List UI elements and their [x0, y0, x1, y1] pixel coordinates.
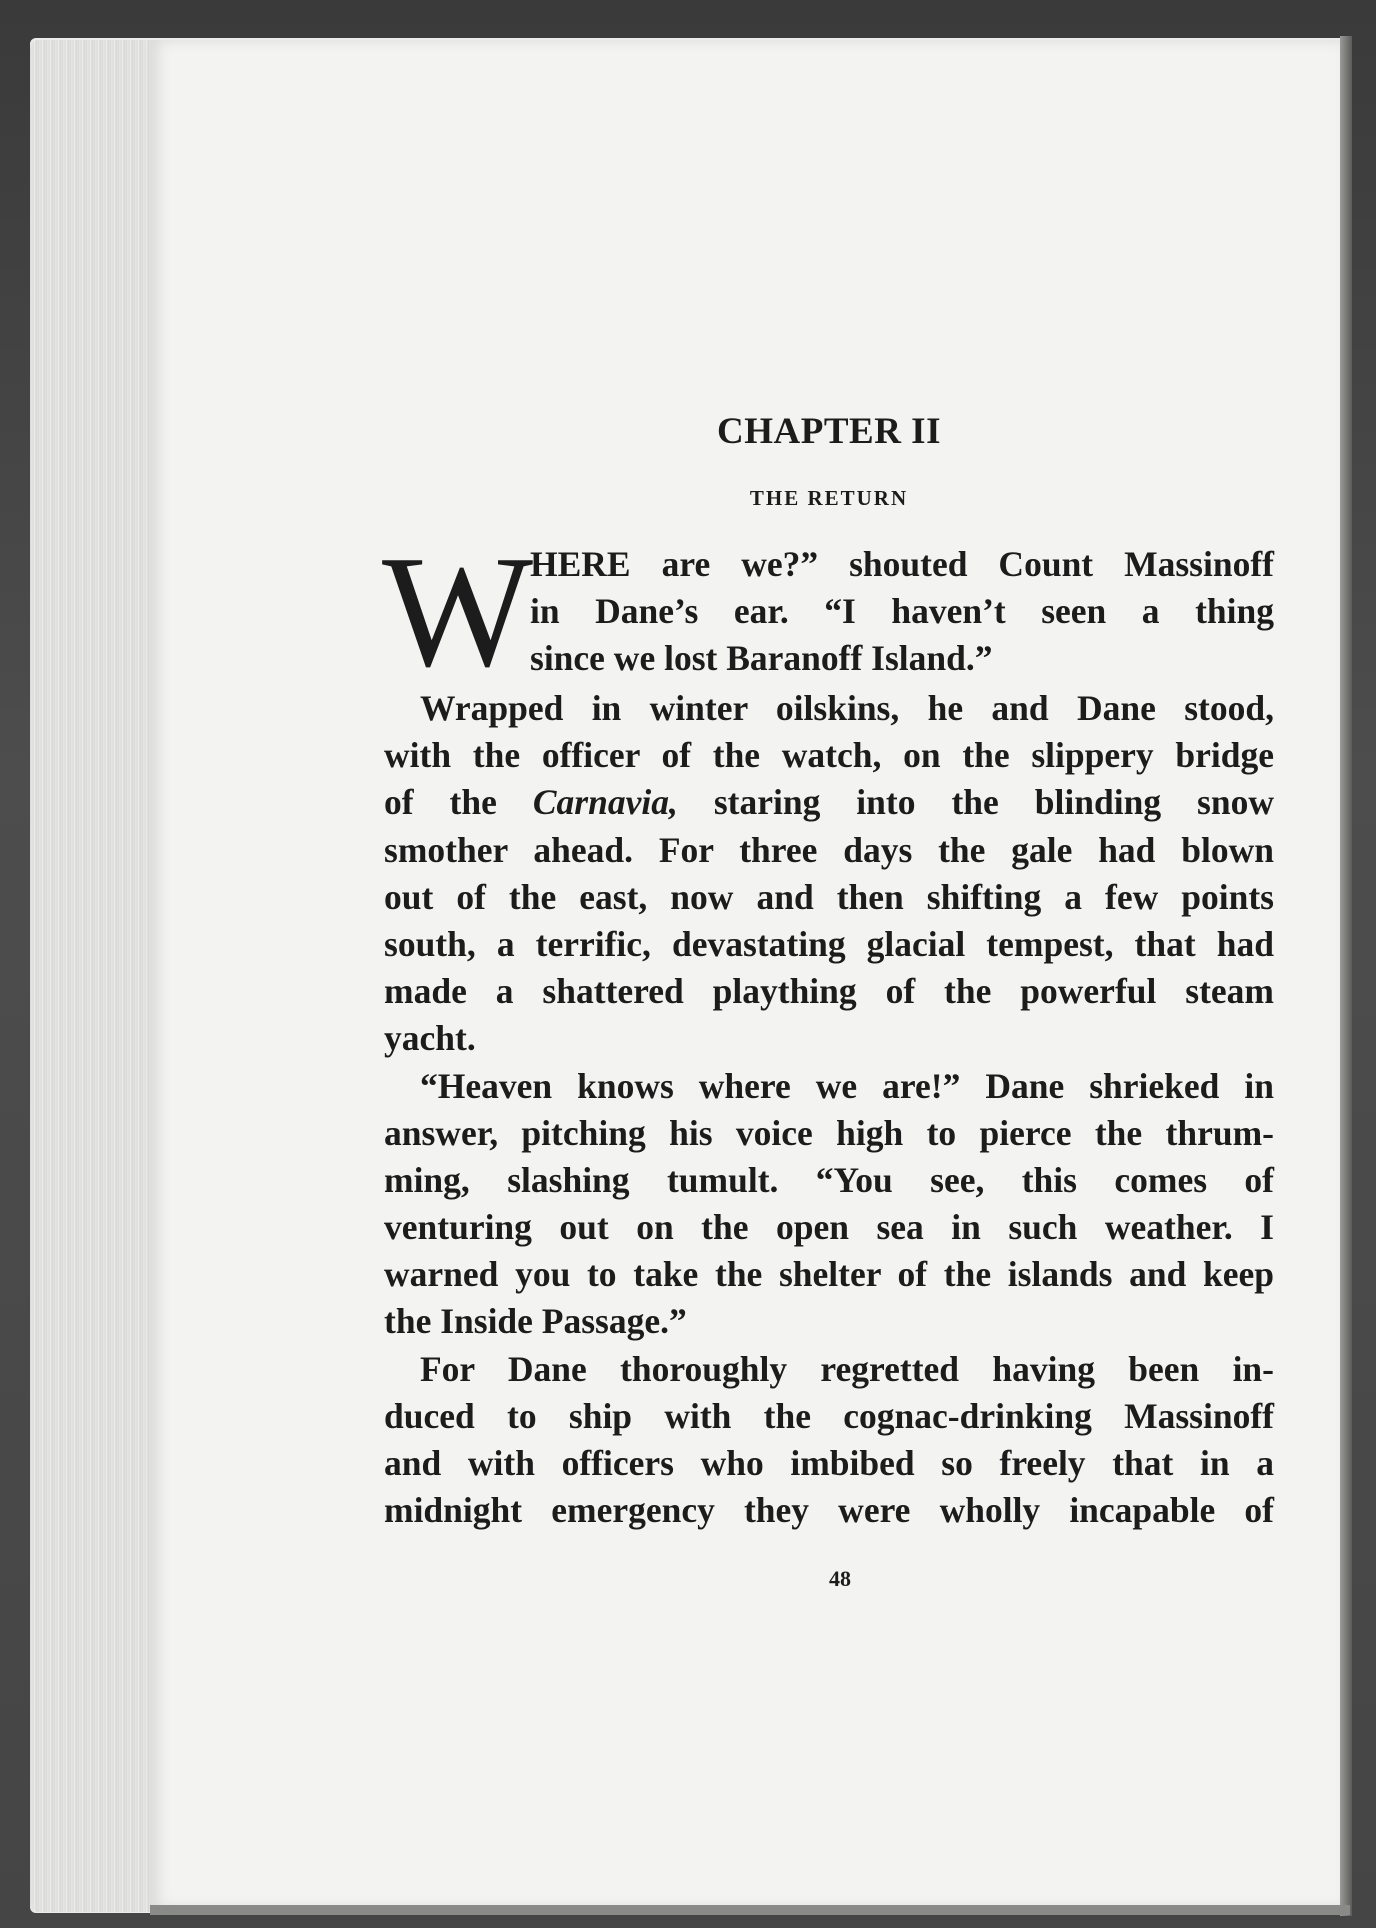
- page-number: 48: [829, 1566, 851, 1591]
- text-line: For Dane thoroughly regretted having been in-: [420, 1348, 1274, 1389]
- text-line: ming, slashing tumult. “You see, this comes of: [384, 1159, 1274, 1200]
- text-line: with the officer of the watch, on the slippery bridge: [384, 735, 1274, 776]
- book-cover-edge: [1340, 36, 1352, 1916]
- chapter-heading: CHAPTER II: [717, 411, 941, 452]
- text-line: in Dane’s ear. “I haven’t seen a thing: [530, 591, 1274, 632]
- text-line: the Inside Passage.”: [384, 1301, 687, 1342]
- text-fragment: staring into the blinding snow: [713, 782, 1274, 823]
- ship-name: Carnavia,: [532, 782, 678, 823]
- text-line: midnight emergency they were wholly incapable of: [384, 1490, 1274, 1531]
- page-bottom-edge: [150, 1905, 1350, 1915]
- page-text: [384, 405, 1274, 1534]
- text-line: made a shattered plaything of the powerful steam: [384, 971, 1274, 1012]
- body-text: [382, 522, 1274, 1534]
- text-line: venturing out on the open sea in such weather. I: [384, 1207, 1274, 1248]
- text-line: south, a terrific, devastating glacial tempest, that had: [384, 923, 1274, 964]
- text-line: “Heaven knows where we are!” Dane shrieked in: [420, 1065, 1274, 1106]
- text-line: answer, pitching his voice high to pierce the thrum-: [384, 1112, 1274, 1153]
- paragraph: [384, 1063, 1274, 1346]
- drop-cap: W: [382, 522, 534, 700]
- text-line: and with officers who imbibed so freely that in a: [384, 1443, 1274, 1483]
- text-line: Wrapped in winter oilskins, he and Dane stood,: [420, 688, 1274, 728]
- text-line: HERE are we?” shouted Count Massinoff: [530, 544, 1274, 584]
- text-line: warned you to take the shelter of the islands and keep: [384, 1254, 1274, 1295]
- text-line: smother ahead. For three days the gale had blown: [384, 829, 1274, 870]
- chapter-subtitle: THE RETURN: [749, 486, 909, 510]
- paragraph: [384, 685, 1274, 1063]
- text-line: yacht.: [384, 1018, 476, 1059]
- text-line: since we lost Baranoff Island.”: [530, 638, 993, 679]
- paragraph: [384, 1346, 1274, 1535]
- text-fragment: of the: [384, 782, 497, 823]
- text-line: out of the east, now and then shifting a few points: [384, 876, 1274, 917]
- text-line: duced to ship with the cognac-drinking Massinoff: [384, 1395, 1274, 1436]
- text-line: [384, 779, 1274, 826]
- dropcap-lines: [530, 541, 1274, 683]
- paragraph: [382, 522, 1274, 700]
